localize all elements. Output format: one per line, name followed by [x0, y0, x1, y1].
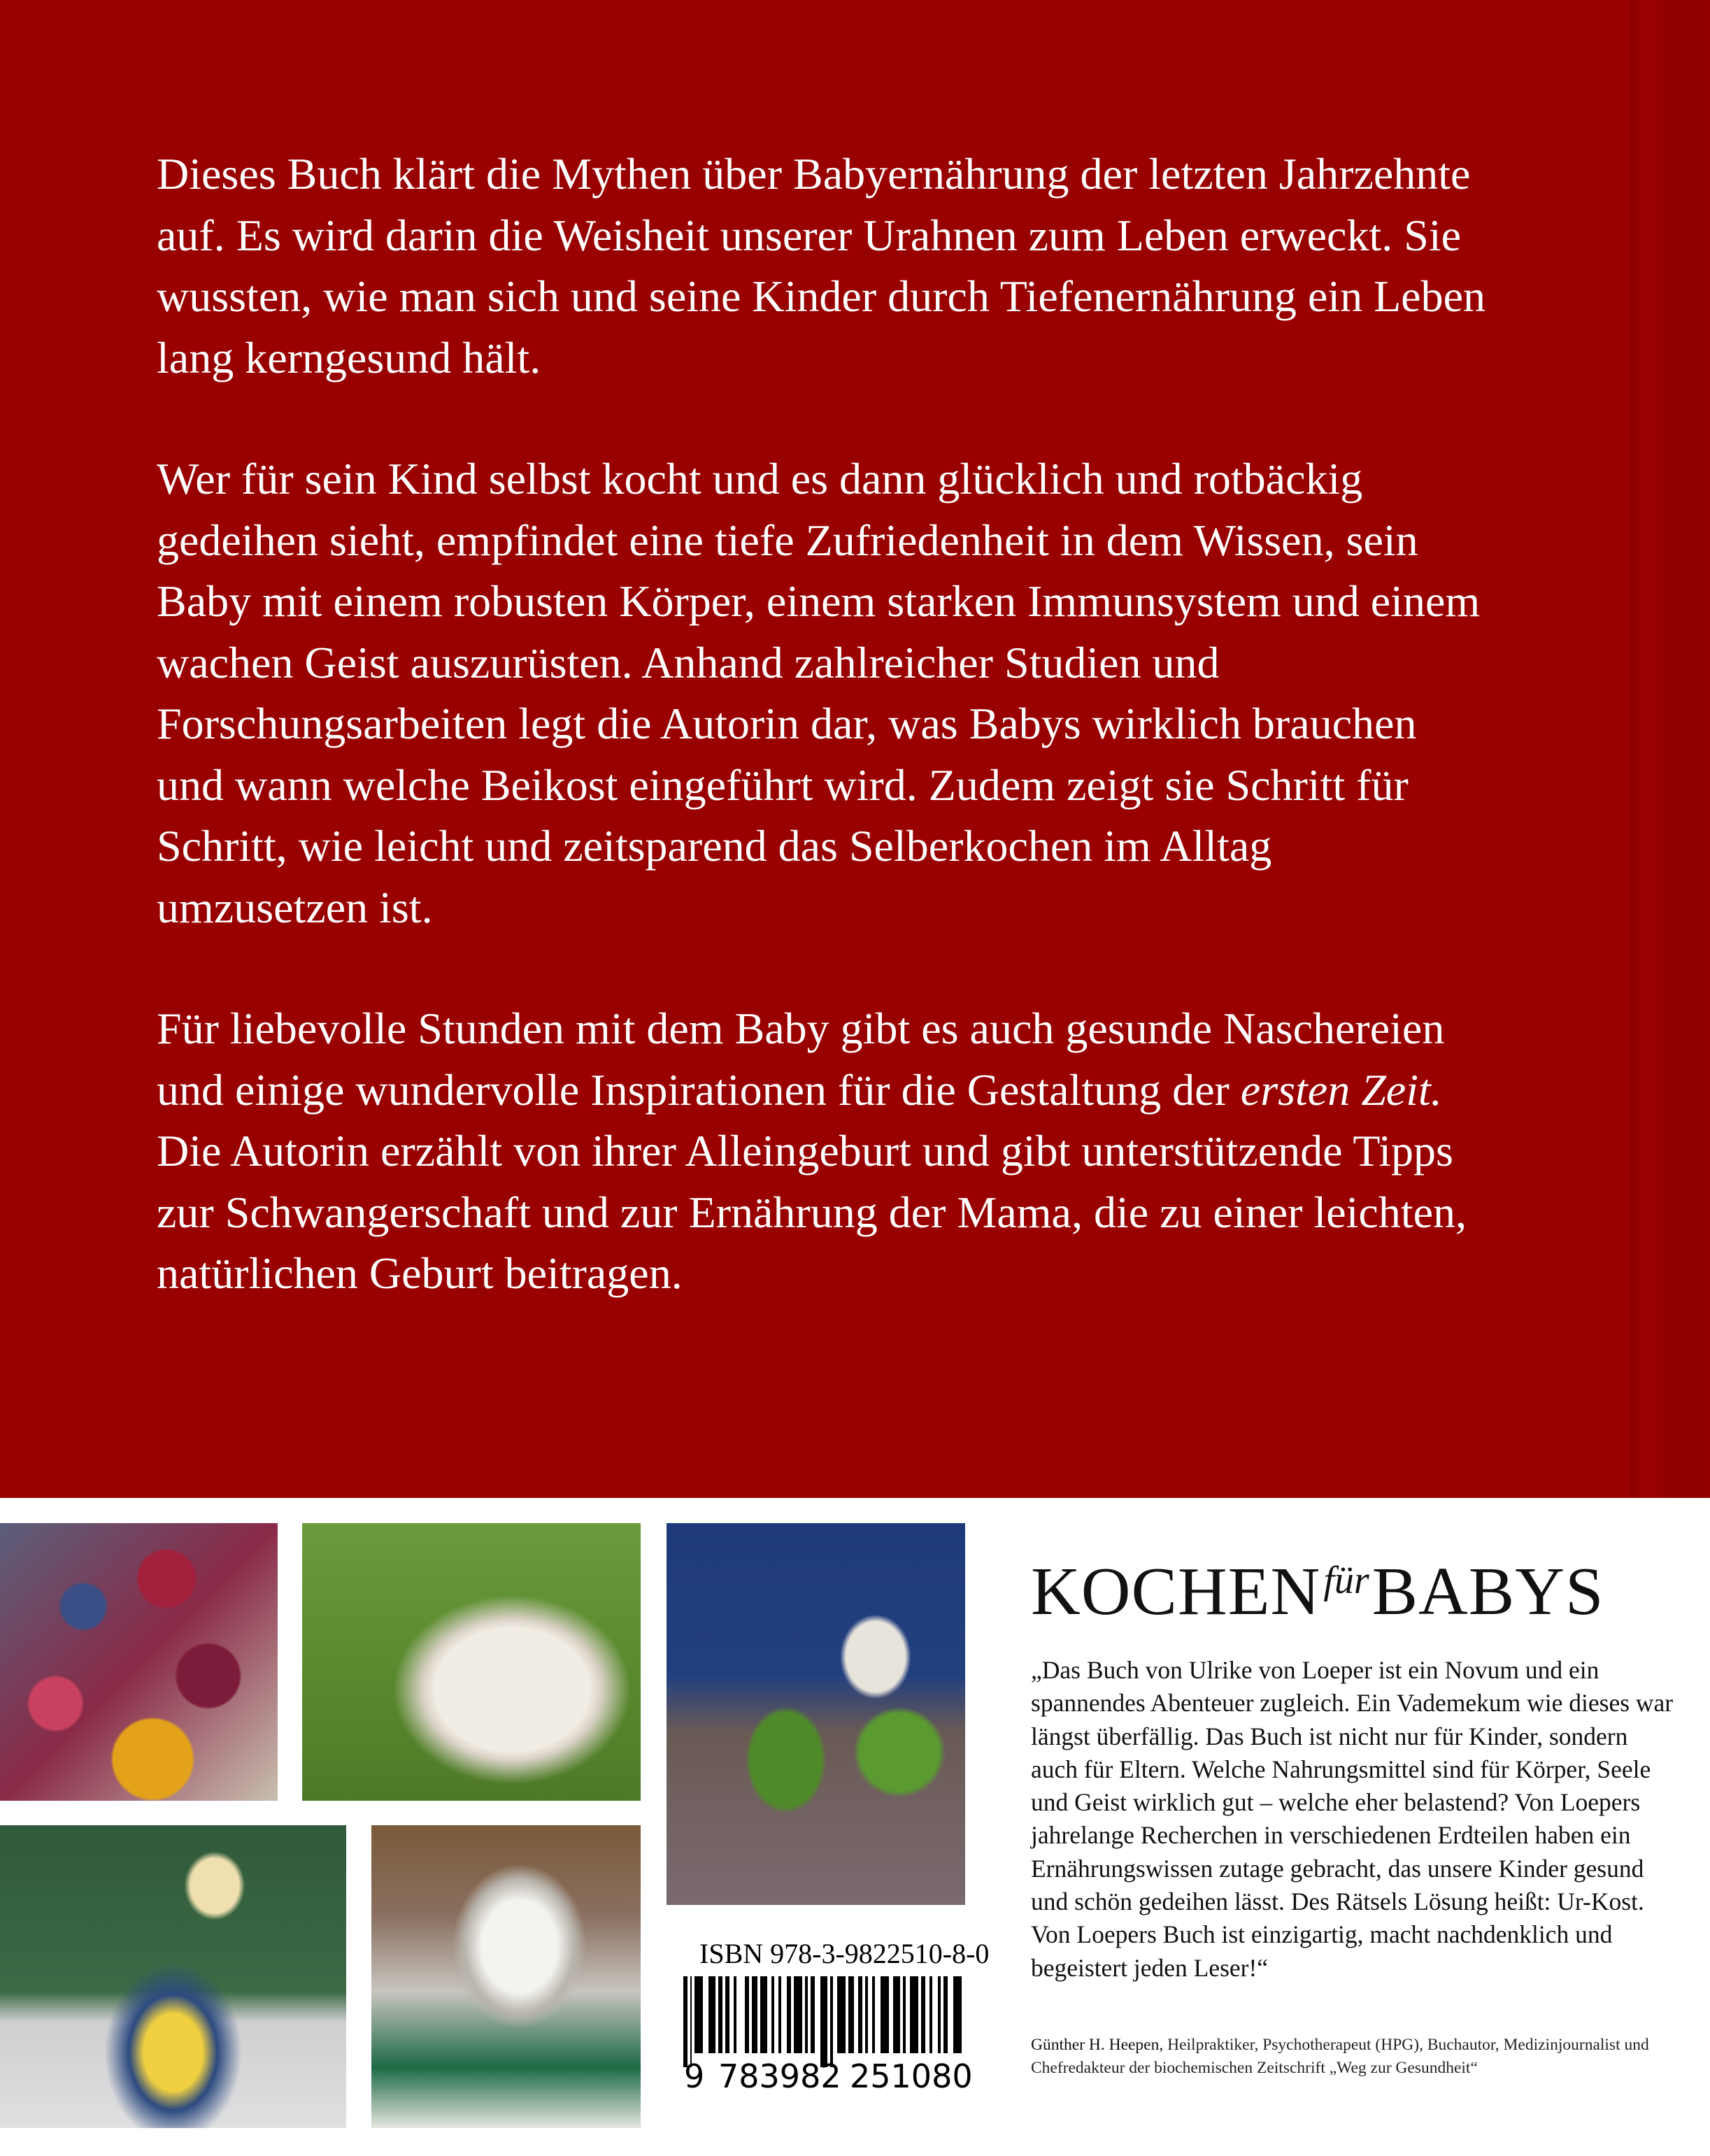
spine-shading	[1630, 0, 1710, 1498]
barcode-bar	[745, 1976, 749, 2053]
isbn-label: ISBN 978-3-9822510-8-0	[699, 1938, 990, 1969]
title-word: KOCHEN	[1031, 1554, 1321, 1629]
barcode-bar	[787, 1976, 791, 2053]
cow-photo	[302, 1523, 641, 1801]
barcode-bar	[794, 1976, 802, 2053]
barcode-bar	[820, 1976, 827, 2067]
barcode-bar	[805, 1976, 808, 2053]
barcode-bar	[683, 1976, 687, 2067]
italic-text: ersten Zeit.	[1240, 1064, 1442, 1115]
pancakes-photo	[667, 1523, 965, 1905]
berries-photo	[0, 1523, 278, 1801]
barcode-bar	[881, 1976, 889, 2053]
barcode-bar	[694, 1976, 703, 2053]
barcode-bar	[811, 1976, 815, 2053]
barcode-bar	[830, 1976, 833, 2067]
reviewer-name: Günther H. Heepen,	[1031, 2036, 1164, 2054]
review-quote: „Das Buch von Ulrike von Loeper ist ein Novum und ein spannendes Abenteuer zugleich. Ein Vademekum wie dieses war längst überfällig. Das Buch ist nicht nur für Kinder, sondern auch für Eltern. Welche Nahrungsmittel sind für Körper, Seele und Geist wirklich gut – welche eher belastend? Von Loepers jahrelange Recherchen in verschiedenen Erdteilen haben ein Ernährungswissen zutage gebracht, das unsere Kinder gesund und schön gedeihen lässt. Des Rätsels Lösung heißt: Ur-Kost. Von Loepers Buch ist einzigartig, macht nachdenklich und begeistert jeden Leser!“	[1031, 1656, 1674, 1982]
barcode-bar	[725, 1976, 729, 2053]
barcode-digits-left: 783982	[718, 2057, 841, 2095]
barcode-bar	[858, 1976, 862, 2053]
text: Für liebevolle Stunden mit dem Baby gibt es auch gesunde Naschereien und einige wundervolle Inspirationen für die Gestaltung der	[157, 1004, 1445, 1115]
barcode-bar	[921, 1976, 925, 2053]
barcode-bar	[872, 1976, 875, 2053]
barcode-bar	[690, 1976, 692, 2067]
barcode-bar	[910, 1976, 918, 2053]
barcode-digit-first: 9	[684, 2057, 705, 2095]
blurb-paragraph-3	[157, 998, 1485, 1304]
barcode-bar	[929, 1976, 932, 2053]
barcode-bar	[778, 1976, 781, 2053]
blurb-text	[157, 143, 1485, 1364]
blurb-paragraph-1: Dieses Buch klärt die Mythen über Babyernährung der letzten Jahrzehnte auf. Es wird darin die Weisheit unserer Urahnen zum Leben erweckt. Sie wussten, wie man sich und seine Kinder durch Tiefenernährung ein Leben lang kerngesund hält.	[157, 149, 1485, 383]
barcode-bar	[893, 1976, 900, 2053]
barcode-bar	[943, 1976, 948, 2053]
barcode-digits-right: 251080	[850, 2057, 973, 2095]
barcode-bar	[760, 1976, 767, 2053]
barcode-bar	[837, 1976, 846, 2053]
barcode-bar	[903, 1976, 906, 2053]
barcode-bar	[752, 1976, 757, 2053]
barcode-bar	[865, 1976, 868, 2053]
book-title	[1031, 1552, 1604, 1631]
reviewer-details: Heilpraktiker, Psychotherapeut (HPG), Buchautor, Medizinjournalist und Chefredakteur der biochemischen Zeitschrift „Weg zur Gesundheit“	[1031, 2036, 1649, 2077]
title-word: BABYS	[1371, 1554, 1604, 1629]
barcode-bar	[708, 1976, 715, 2053]
barcode-bar	[938, 1976, 941, 2053]
barcode-bar	[734, 1976, 736, 2053]
bowl-photo	[0, 1825, 346, 2128]
yogurt-photo	[371, 1825, 641, 2128]
text: Die Autorin erzählt von ihrer Alleingeburt und gibt unterstützende Tipps zur Schwangerschaft und zur Ernährung der Mama, die zu einer leichten, natürlichen Geburt beitragen.	[157, 1126, 1467, 1298]
blurb-paragraph-2: Wer für sein Kind selbst kocht und es dann glücklich und rotbäckig gedeihen sieht, empfindet eine tiefe Zufriedenheit in dem Wissen, sein Baby mit einem robusten Körper, einem starken Immunsystem und einem wachen Geist auszurüsten. Anhand zahlreicher Studien und Forschungsarbeiten legt die Autorin dar, was Babys wirklich brauchen und wann welche Beikost eingeführt wird. Zudem zeigt sie Schritt für Schritt, wie leicht und zeitsparend das Selberkochen im Alltag umzusetzen ist.	[157, 454, 1481, 932]
barcode-bar	[848, 1976, 854, 2053]
barcode-bar	[953, 1976, 962, 2053]
barcode-bar	[718, 1976, 722, 2053]
review-attribution	[1031, 2034, 1674, 2080]
title-word: für	[1323, 1559, 1369, 1602]
barcode-bar	[771, 1976, 774, 2053]
